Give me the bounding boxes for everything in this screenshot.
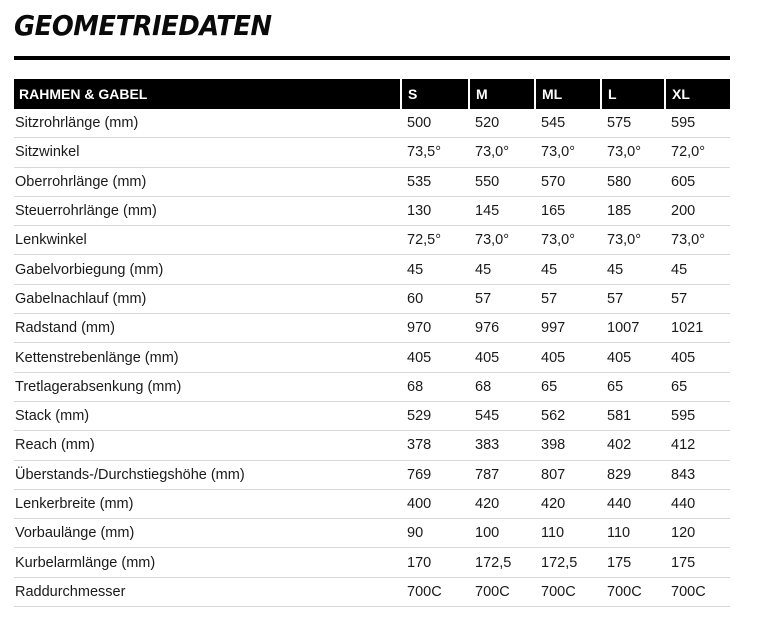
value-s: 90 (401, 519, 469, 548)
value-l: 581 (601, 401, 665, 430)
value-l: 575 (601, 109, 665, 138)
value-s: 500 (401, 109, 469, 138)
value-ml: 65 (535, 372, 601, 401)
value-s: 73,5° (401, 138, 469, 167)
page-title: GEOMETRIEDATEN (14, 9, 272, 42)
value-s: 529 (401, 401, 469, 430)
value-ml: 398 (535, 431, 601, 460)
value-m: 45 (469, 255, 535, 284)
value-l: 73,0° (601, 138, 665, 167)
value-xl: 595 (665, 109, 730, 138)
table-row (14, 577, 730, 606)
value-ml: 545 (535, 109, 601, 138)
value-ml: 165 (535, 196, 601, 225)
header-size-l: L (601, 79, 665, 109)
value-xl: 57 (665, 284, 730, 313)
value-ml: 997 (535, 314, 601, 343)
value-xl: 72,0° (665, 138, 730, 167)
row-label: Stack (mm) (14, 401, 401, 430)
value-l: 175 (601, 548, 665, 577)
value-s: 405 (401, 343, 469, 372)
value-xl: 405 (665, 343, 730, 372)
value-xl: 200 (665, 196, 730, 225)
row-label: Raddurchmesser (14, 577, 401, 606)
geometry-table (14, 79, 730, 607)
value-s: 535 (401, 167, 469, 196)
value-m: 700C (469, 577, 535, 606)
value-m: 550 (469, 167, 535, 196)
value-m: 68 (469, 372, 535, 401)
value-xl: 605 (665, 167, 730, 196)
table-row (14, 138, 730, 167)
value-xl: 65 (665, 372, 730, 401)
value-m: 172,5 (469, 548, 535, 577)
value-m: 100 (469, 519, 535, 548)
table-row (14, 460, 730, 489)
value-m: 57 (469, 284, 535, 313)
value-xl: 440 (665, 489, 730, 518)
value-m: 73,0° (469, 226, 535, 255)
value-xl: 595 (665, 401, 730, 430)
row-label: Sitzrohrlänge (mm) (14, 109, 401, 138)
value-l: 440 (601, 489, 665, 518)
value-m: 545 (469, 401, 535, 430)
value-l: 110 (601, 519, 665, 548)
row-label: Oberrohrlänge (mm) (14, 167, 401, 196)
value-m: 73,0° (469, 138, 535, 167)
row-label: Gabelnachlauf (mm) (14, 284, 401, 313)
value-ml: 57 (535, 284, 601, 313)
row-label: Sitzwinkel (14, 138, 401, 167)
row-label: Überstands-/Durchstiegshöhe (mm) (14, 460, 401, 489)
row-label: Reach (mm) (14, 431, 401, 460)
value-xl: 1021 (665, 314, 730, 343)
value-m: 520 (469, 109, 535, 138)
value-s: 700C (401, 577, 469, 606)
row-label: Kettenstrebenlänge (mm) (14, 343, 401, 372)
value-ml: 570 (535, 167, 601, 196)
value-l: 45 (601, 255, 665, 284)
value-xl: 700C (665, 577, 730, 606)
row-label: Lenkwinkel (14, 226, 401, 255)
value-l: 65 (601, 372, 665, 401)
value-s: 130 (401, 196, 469, 225)
value-ml: 405 (535, 343, 601, 372)
value-l: 402 (601, 431, 665, 460)
value-ml: 807 (535, 460, 601, 489)
table-row (14, 401, 730, 430)
value-s: 45 (401, 255, 469, 284)
row-label: Vorbaulänge (mm) (14, 519, 401, 548)
value-l: 829 (601, 460, 665, 489)
table-row (14, 431, 730, 460)
value-ml: 45 (535, 255, 601, 284)
row-label: Radstand (mm) (14, 314, 401, 343)
table-row (14, 343, 730, 372)
value-m: 145 (469, 196, 535, 225)
value-l: 580 (601, 167, 665, 196)
value-l: 405 (601, 343, 665, 372)
table-header-row (14, 79, 730, 109)
table-row (14, 548, 730, 577)
value-xl: 175 (665, 548, 730, 577)
table-row (14, 284, 730, 313)
value-s: 970 (401, 314, 469, 343)
value-xl: 412 (665, 431, 730, 460)
value-xl: 73,0° (665, 226, 730, 255)
row-label: Kurbelarmlänge (mm) (14, 548, 401, 577)
table-body (14, 109, 730, 607)
value-m: 405 (469, 343, 535, 372)
table-row (14, 196, 730, 225)
value-l: 1007 (601, 314, 665, 343)
table-row (14, 519, 730, 548)
value-m: 383 (469, 431, 535, 460)
value-l: 185 (601, 196, 665, 225)
value-s: 68 (401, 372, 469, 401)
table-row (14, 167, 730, 196)
header-size-m: M (469, 79, 535, 109)
value-l: 73,0° (601, 226, 665, 255)
title-divider (14, 56, 730, 60)
value-m: 976 (469, 314, 535, 343)
value-s: 72,5° (401, 226, 469, 255)
value-ml: 700C (535, 577, 601, 606)
value-l: 57 (601, 284, 665, 313)
value-ml: 420 (535, 489, 601, 518)
value-ml: 110 (535, 519, 601, 548)
row-label: Steuerrohrlänge (mm) (14, 196, 401, 225)
table-row (14, 255, 730, 284)
value-xl: 120 (665, 519, 730, 548)
row-label: Gabelvorbiegung (mm) (14, 255, 401, 284)
value-xl: 45 (665, 255, 730, 284)
value-s: 400 (401, 489, 469, 518)
table-row (14, 372, 730, 401)
header-label: RAHMEN & GABEL (14, 79, 401, 109)
value-l: 700C (601, 577, 665, 606)
header-size-ml: ML (535, 79, 601, 109)
table-row (14, 489, 730, 518)
value-ml: 73,0° (535, 138, 601, 167)
value-m: 787 (469, 460, 535, 489)
value-xl: 843 (665, 460, 730, 489)
row-label: Lenkerbreite (mm) (14, 489, 401, 518)
header-size-xl: XL (665, 79, 730, 109)
table-row (14, 314, 730, 343)
header-size-s: S (401, 79, 469, 109)
table-row (14, 109, 730, 138)
value-s: 60 (401, 284, 469, 313)
table-row (14, 226, 730, 255)
value-ml: 73,0° (535, 226, 601, 255)
value-s: 170 (401, 548, 469, 577)
value-s: 378 (401, 431, 469, 460)
value-ml: 172,5 (535, 548, 601, 577)
row-label: Tretlagerabsenkung (mm) (14, 372, 401, 401)
value-m: 420 (469, 489, 535, 518)
value-s: 769 (401, 460, 469, 489)
value-ml: 562 (535, 401, 601, 430)
